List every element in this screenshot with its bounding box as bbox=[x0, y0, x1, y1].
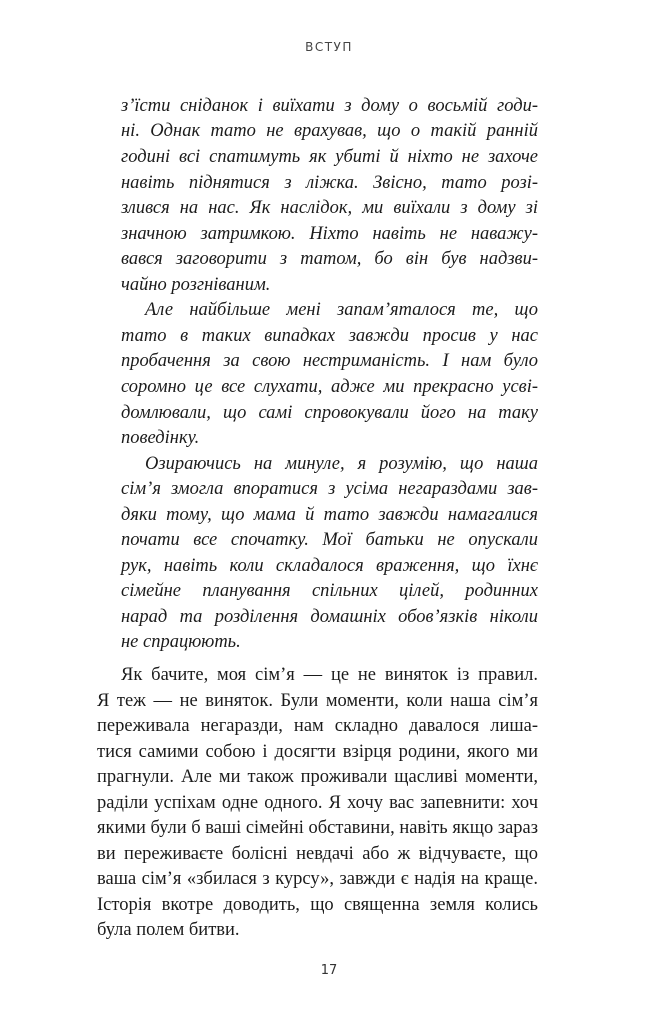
body-line: ваша сім’я «збилася з курсу», завжди є надія на краще. bbox=[97, 869, 538, 889]
quote-line: навіть піднятися з ліжка. Звісно, тато розі- bbox=[121, 173, 538, 193]
quote-line: з’їсти сніданок і виїхати з дому о восьмій годи- bbox=[121, 96, 538, 116]
quote-line: сім’я змогла впоратися з усіма негараздами зав- bbox=[121, 479, 538, 499]
quote-line: значною затримкою. Ніхто навіть не наважу- bbox=[121, 224, 538, 244]
body-line: прагнули. Але ми також проживали щасливі моменти, bbox=[97, 767, 538, 787]
quote-line: дяки тому, що мама й тато завжди намагалися bbox=[121, 505, 538, 525]
body-line: була полем битви. bbox=[97, 920, 240, 940]
running-header: ВСТУП bbox=[305, 40, 353, 54]
body-line: Як бачите, моя сім’я — це не виняток із правил. bbox=[121, 665, 538, 685]
quote-line: почати все спочатку. Мої батьки не опускали bbox=[121, 530, 538, 550]
quote-line: Озираючись на минуле, я розумію, що наша bbox=[145, 454, 538, 474]
body-line: якими були б ваші сімейні обставини, навіть якщо зараз bbox=[97, 818, 538, 838]
quote-line: поведінку. bbox=[121, 428, 200, 448]
quote-line: ні. Однак тато не врахував, що о такій ранній bbox=[121, 121, 538, 141]
quote-line: соромно це все слухати, адже ми прекрасно усві- bbox=[121, 377, 538, 397]
body-line: раділи успіхам одне одного. Я хочу вас запевнити: хоч bbox=[97, 793, 538, 813]
quote-line: Але найбільше мені запам’яталося те, що bbox=[145, 300, 538, 320]
quote-line: тато в таких випадках завжди просив у нас bbox=[121, 326, 538, 346]
quote-line: годині всі спатимуть як убиті й ніхто не захоче bbox=[121, 147, 538, 167]
body-line: Історія вкотре доводить, що священна земля колись bbox=[97, 895, 538, 915]
page-number: 17 bbox=[320, 963, 338, 978]
body-line: ви переживаєте болісні невдачі або ж відчуваєте, що bbox=[97, 844, 538, 864]
quote-line: нарад та розділення домашніх обов’язків ніколи bbox=[121, 607, 538, 627]
body-line: переживала негаразди, нам складно давалося лиша- bbox=[97, 716, 538, 736]
quote-line: чайно розгніваним. bbox=[121, 275, 271, 295]
quote-line: рук, навіть коли складалося враження, що їхнє bbox=[121, 556, 538, 576]
quote-line: злився на нас. Як наслідок, ми виїхали з дому зі bbox=[121, 198, 538, 218]
quote-line: не спрацюють. bbox=[121, 632, 241, 652]
quote-line: пробачення за свою нестриманість. І нам було bbox=[121, 351, 538, 371]
quote-line: сімейне планування спільних цілей, родинних bbox=[121, 581, 538, 601]
quote-line: домлювали, що самі спровокували його на таку bbox=[121, 403, 538, 423]
quote-line: вався заговорити з татом, бо він був надзви- bbox=[121, 249, 538, 269]
body-line: тися самими собою і досягти взірця родини, якого ми bbox=[97, 742, 538, 762]
body-line: Я теж — не виняток. Були моменти, коли наша сім’я bbox=[97, 691, 538, 711]
